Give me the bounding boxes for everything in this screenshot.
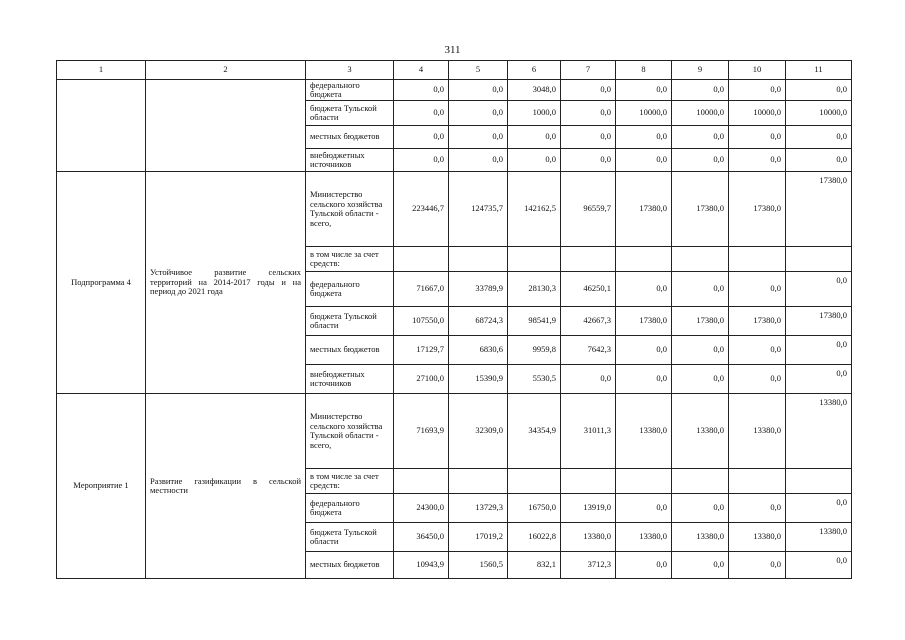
value-cell: 0,0 [672, 365, 729, 394]
funding-source: местных бюджетов [306, 552, 394, 579]
value-cell [786, 469, 852, 494]
value-cell: 13380,0 [616, 523, 672, 552]
value-cell: 0,0 [616, 494, 672, 523]
value-cell [449, 469, 508, 494]
value-cell: 0,0 [616, 365, 672, 394]
value-cell: 0,0 [616, 336, 672, 365]
value-cell: 223446,7 [394, 172, 449, 247]
value-cell: 3712,3 [561, 552, 616, 579]
value-cell: 13919,0 [561, 494, 616, 523]
value-cell [616, 247, 672, 272]
value-cell: 0,0 [672, 336, 729, 365]
value-cell: 17380,0 [616, 307, 672, 336]
value-cell: 0,0 [786, 336, 852, 365]
header-cell: 9 [672, 61, 729, 80]
value-cell: 0,0 [729, 365, 786, 394]
table-row [57, 80, 852, 101]
value-cell: 0,0 [616, 149, 672, 172]
value-cell: 1000,0 [508, 101, 561, 126]
funding-source: бюджета Тульской области [306, 523, 394, 552]
funding-source: местных бюджетов [306, 126, 394, 149]
value-cell: 0,0 [616, 126, 672, 149]
value-cell [616, 469, 672, 494]
value-cell: 0,0 [786, 126, 852, 149]
table-row [57, 394, 852, 469]
header-cell: 1 [57, 61, 146, 80]
program-label-cell: Подпрограмма 4 [57, 172, 146, 394]
value-cell: 24300,0 [394, 494, 449, 523]
value-cell: 33789,9 [449, 272, 508, 307]
value-cell: 42667,3 [561, 307, 616, 336]
value-cell: 71667,0 [394, 272, 449, 307]
header-cell: 11 [786, 61, 852, 80]
value-cell: 15390,9 [449, 365, 508, 394]
value-cell: 0,0 [449, 126, 508, 149]
value-cell: 1560,5 [449, 552, 508, 579]
value-cell: 13380,0 [616, 394, 672, 469]
value-cell [508, 469, 561, 494]
value-cell: 0,0 [394, 149, 449, 172]
value-cell: 13380,0 [729, 523, 786, 552]
value-cell [729, 469, 786, 494]
value-cell: 107550,0 [394, 307, 449, 336]
value-cell: 3048,0 [508, 80, 561, 101]
value-cell [394, 469, 449, 494]
value-cell: 0,0 [394, 101, 449, 126]
header-cell: 3 [306, 61, 394, 80]
value-cell: 0,0 [616, 272, 672, 307]
value-cell: 13380,0 [672, 394, 729, 469]
value-cell: 0,0 [786, 494, 852, 523]
value-cell: 10943,9 [394, 552, 449, 579]
value-cell: 0,0 [729, 494, 786, 523]
value-cell: 832,1 [508, 552, 561, 579]
header-cell: 2 [146, 61, 306, 80]
program-label-cell: Мероприятие 1 [57, 394, 146, 579]
header-cell: 8 [616, 61, 672, 80]
value-cell: 0,0 [786, 365, 852, 394]
funding-source: Министерство сельского хозяйства Тульской области - всего, [306, 172, 394, 247]
value-cell: 17380,0 [786, 172, 852, 247]
value-cell: 0,0 [508, 126, 561, 149]
value-cell: 0,0 [786, 552, 852, 579]
funding-source: бюджета Тульской области [306, 101, 394, 126]
value-cell: 10000,0 [786, 101, 852, 126]
budget-table [56, 60, 852, 579]
header-cell: 4 [394, 61, 449, 80]
table-row [57, 172, 852, 247]
value-cell: 13729,3 [449, 494, 508, 523]
value-cell: 71693,9 [394, 394, 449, 469]
program-name-cell [146, 80, 306, 172]
value-cell: 0,0 [561, 126, 616, 149]
value-cell: 10000,0 [672, 101, 729, 126]
value-cell: 13380,0 [786, 394, 852, 469]
value-cell: 17380,0 [786, 307, 852, 336]
value-cell [672, 469, 729, 494]
value-cell: 0,0 [672, 272, 729, 307]
value-cell [561, 469, 616, 494]
funding-source: федерального бюджета [306, 272, 394, 307]
value-cell: 0,0 [729, 552, 786, 579]
value-cell: 16750,0 [508, 494, 561, 523]
value-cell: 10000,0 [729, 101, 786, 126]
value-cell: 46250,1 [561, 272, 616, 307]
value-cell: 17019,2 [449, 523, 508, 552]
value-cell: 0,0 [561, 149, 616, 172]
value-cell: 27100,0 [394, 365, 449, 394]
header-cell: 7 [561, 61, 616, 80]
funding-source: бюджета Тульской области [306, 307, 394, 336]
value-cell: 0,0 [561, 101, 616, 126]
value-cell: 0,0 [672, 149, 729, 172]
value-cell: 0,0 [616, 552, 672, 579]
value-cell [786, 247, 852, 272]
value-cell: 17129,7 [394, 336, 449, 365]
program-label-cell [57, 80, 146, 172]
value-cell: 0,0 [672, 126, 729, 149]
program-name-cell: Устойчивое развитие сельских территорий на 2014-2017 годы и на период до 2021 года [146, 172, 306, 394]
value-cell: 0,0 [449, 80, 508, 101]
value-cell [672, 247, 729, 272]
value-cell: 0,0 [616, 80, 672, 101]
value-cell [508, 247, 561, 272]
value-cell: 0,0 [449, 149, 508, 172]
value-cell: 17380,0 [672, 172, 729, 247]
value-cell: 0,0 [729, 272, 786, 307]
value-cell: 0,0 [729, 80, 786, 101]
value-cell: 0,0 [561, 365, 616, 394]
value-cell: 0,0 [672, 494, 729, 523]
value-cell: 17380,0 [729, 307, 786, 336]
value-cell: 0,0 [508, 149, 561, 172]
value-cell [561, 247, 616, 272]
value-cell: 13380,0 [672, 523, 729, 552]
value-cell: 68724,3 [449, 307, 508, 336]
value-cell: 124735,7 [449, 172, 508, 247]
value-cell: 0,0 [561, 80, 616, 101]
value-cell: 13380,0 [786, 523, 852, 552]
value-cell: 0,0 [449, 101, 508, 126]
funding-source: внебюджетных источников [306, 149, 394, 172]
funding-source: Министерство сельского хозяйства Тульской области - всего, [306, 394, 394, 469]
value-cell: 17380,0 [729, 172, 786, 247]
value-cell: 16022,8 [508, 523, 561, 552]
value-cell: 17380,0 [616, 172, 672, 247]
funding-source: федерального бюджета [306, 80, 394, 101]
value-cell: 36450,0 [394, 523, 449, 552]
page-number: 311 [444, 44, 461, 56]
value-cell: 98541,9 [508, 307, 561, 336]
value-cell [394, 247, 449, 272]
value-cell: 0,0 [786, 80, 852, 101]
header-cell: 6 [508, 61, 561, 80]
value-cell: 32309,0 [449, 394, 508, 469]
value-cell: 142162,5 [508, 172, 561, 247]
value-cell: 0,0 [672, 80, 729, 101]
value-cell: 6830,6 [449, 336, 508, 365]
value-cell: 13380,0 [561, 523, 616, 552]
value-cell: 34354,9 [508, 394, 561, 469]
value-cell: 0,0 [729, 126, 786, 149]
value-cell: 31011,3 [561, 394, 616, 469]
value-cell: 5530,5 [508, 365, 561, 394]
value-cell [449, 247, 508, 272]
value-cell: 9959,8 [508, 336, 561, 365]
value-cell: 13380,0 [729, 394, 786, 469]
value-cell: 0,0 [786, 272, 852, 307]
value-cell: 96559,7 [561, 172, 616, 247]
value-cell: 10000,0 [616, 101, 672, 126]
header-cell: 5 [449, 61, 508, 80]
program-name-cell: Развитие газификации в сельской местности [146, 394, 306, 579]
value-cell [729, 247, 786, 272]
value-cell: 0,0 [729, 336, 786, 365]
value-cell: 7642,3 [561, 336, 616, 365]
header-row [57, 61, 852, 80]
value-cell: 0,0 [786, 149, 852, 172]
funding-source: в том числе за счет средств: [306, 469, 394, 494]
funding-source: внебюджетных источников [306, 365, 394, 394]
funding-source: федерального бюджета [306, 494, 394, 523]
value-cell: 0,0 [394, 80, 449, 101]
value-cell: 0,0 [394, 126, 449, 149]
value-cell: 0,0 [672, 552, 729, 579]
funding-source: в том числе за счет средств: [306, 247, 394, 272]
value-cell: 17380,0 [672, 307, 729, 336]
funding-source: местных бюджетов [306, 336, 394, 365]
value-cell: 0,0 [729, 149, 786, 172]
value-cell: 28130,3 [508, 272, 561, 307]
header-cell: 10 [729, 61, 786, 80]
